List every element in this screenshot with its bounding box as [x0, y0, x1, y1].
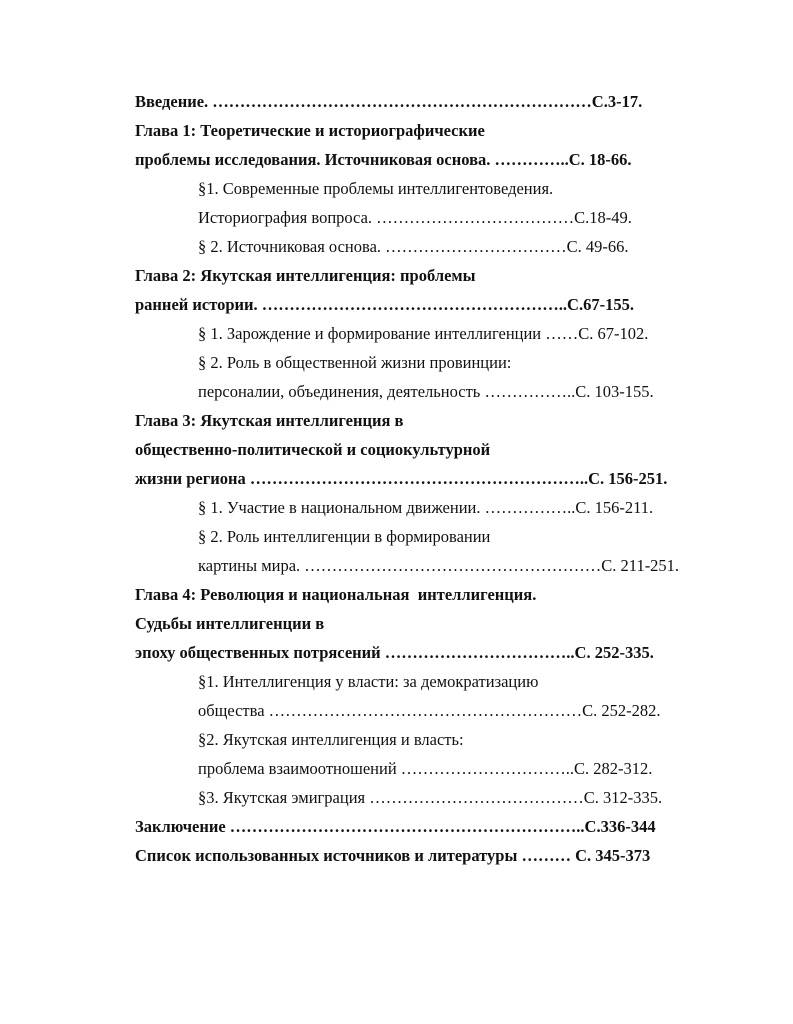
- toc-chapter-4-title-continued-2: эпоху общественных потрясений ……………………………..С. 252-335.: [135, 643, 654, 662]
- toc-chapter-4-section-1-line-2: общества …………………………………………………С. 252-282.: [198, 701, 661, 720]
- toc-introduction: Введение. ……………………………………………………………С.3-17.: [135, 92, 643, 111]
- toc-chapter-1-title: Глава 1: Теоретические и историографические: [135, 121, 485, 140]
- toc-chapter-4-section-3: §3. Якутская эмиграция …………………………………С. 312-335.: [198, 788, 663, 807]
- toc-chapter-2-section-1: § 1. Зарождение и формирование интеллигенции ……С. 67-102.: [198, 324, 649, 343]
- toc-chapter-3-section-1: § 1. Участие в национальном движении. ……………..С. 156-211.: [198, 498, 654, 517]
- toc-chapter-2-title-continued: ранней истории. ………………………………………………..С.67-155.: [135, 295, 634, 314]
- toc-chapter-4-title: Глава 4: Революция и национальная интеллигенция.: [135, 585, 537, 604]
- toc-chapter-2-section-2-line-2: персоналии, объединения, деятельность ……………..С. 103-155.: [198, 382, 654, 401]
- toc-chapter-4-section-2-line-2: проблема взаимоотношений …………………………..С. 282-312.: [198, 759, 653, 778]
- toc-conclusion: Заключение ………………………………………………………..С.336-344: [135, 817, 656, 836]
- toc-chapter-4-section-2-line-1: §2. Якутская интеллигенция и власть:: [198, 730, 464, 749]
- toc-chapter-1-title-continued: проблемы исследования. Источниковая основа. …………..С. 18-66.: [135, 150, 632, 169]
- toc-chapter-3-section-2-line-2: картины мира. ………………………………………………С. 211-251.: [198, 556, 680, 575]
- toc-chapter-2-title: Глава 2: Якутская интеллигенция: проблемы: [135, 266, 476, 285]
- toc-chapter-3-title-continued-1: общественно-политической и социокультурной: [135, 440, 491, 459]
- toc-chapter-4-section-1-line-1: §1. Интеллигенция у власти: за демократизацию: [198, 672, 539, 691]
- toc-chapter-2-section-2-line-1: § 2. Роль в общественной жизни провинции:: [198, 353, 512, 372]
- toc-chapter-3-title: Глава 3: Якутская интеллигенция в: [135, 411, 404, 430]
- toc-chapter-1-section-2: § 2. Источниковая основа. ……………………………С. 49-66.: [198, 237, 629, 256]
- toc-bibliography: Список использованных источников и литературы ……… С. 345-373: [135, 846, 651, 865]
- toc-chapter-3-section-2-line-1: § 2. Роль интеллигенции в формировании: [198, 527, 491, 546]
- toc-chapter-3-title-continued-2: жизни региона ……………………………………………………..С. 156-251.: [135, 469, 668, 488]
- toc-chapter-1-section-1-line-2: Историография вопроса. ………………………………С.18-49.: [198, 208, 632, 227]
- toc-chapter-1-section-1-line-1: §1. Современные проблемы интеллигентоведения.: [198, 179, 554, 198]
- toc-chapter-4-title-continued-1: Судьбы интеллигенции в: [135, 614, 325, 633]
